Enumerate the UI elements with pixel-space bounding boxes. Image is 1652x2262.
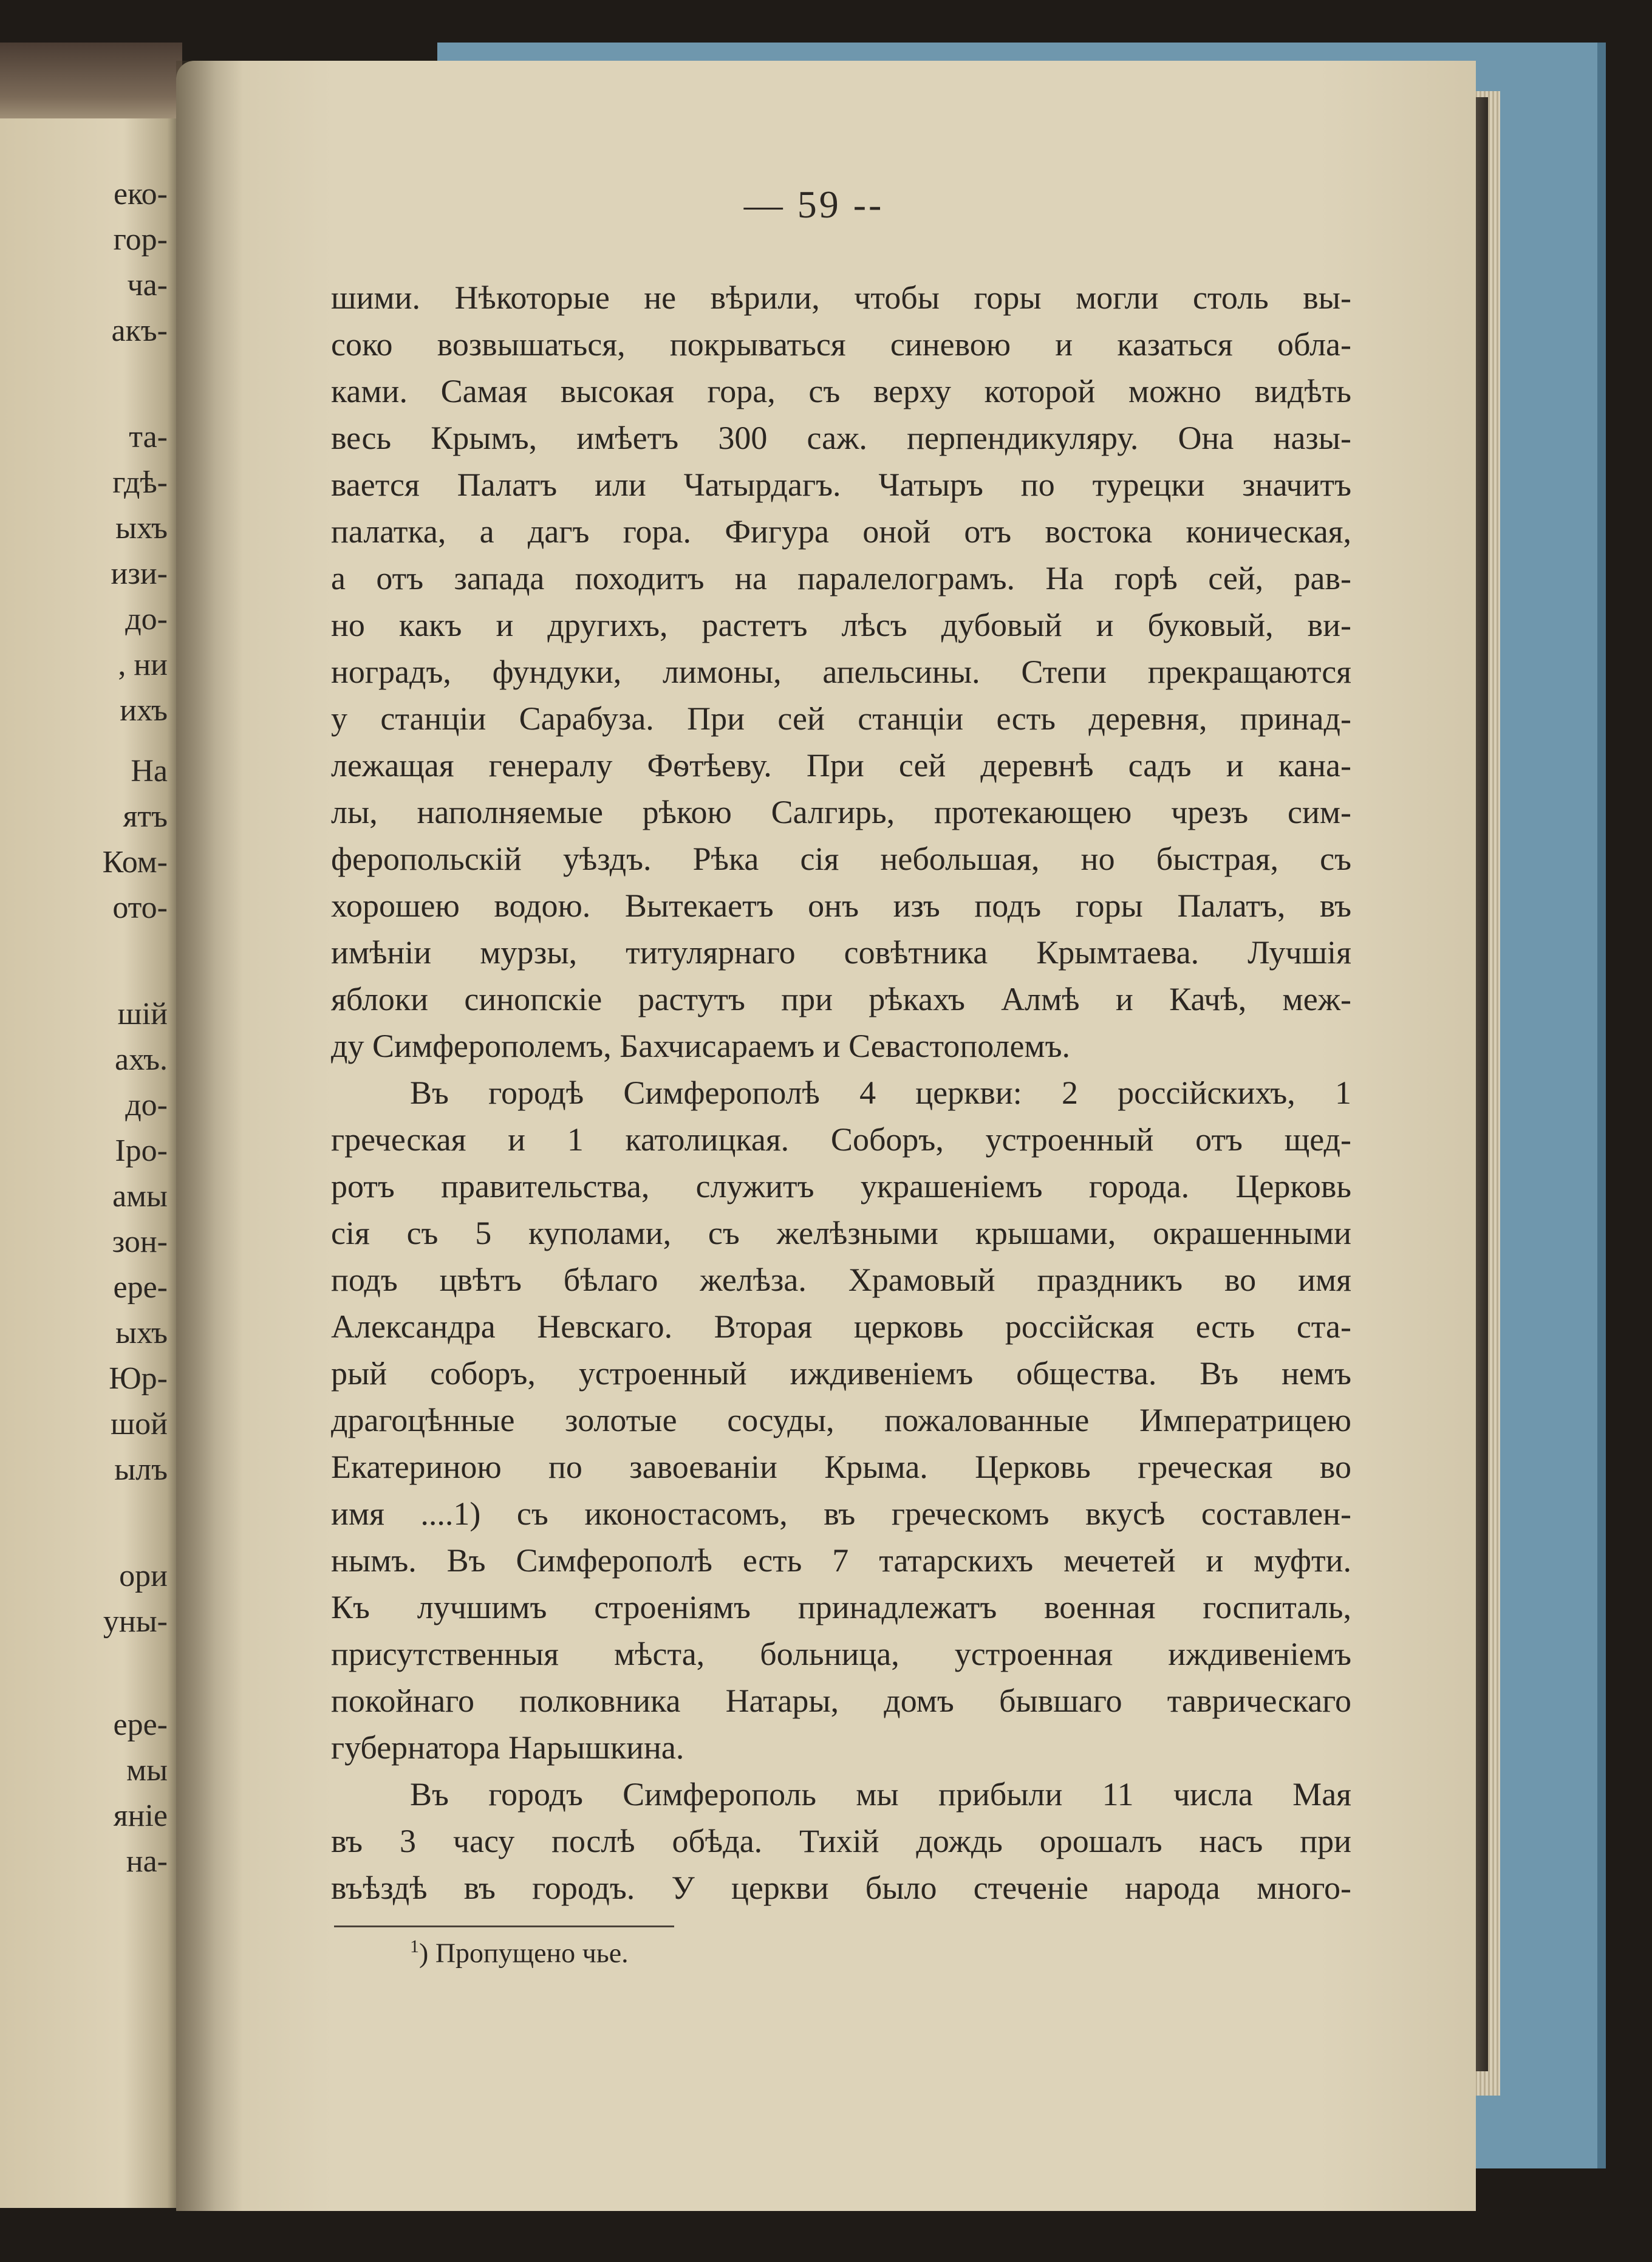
text-line: у станціи Сарабуза. При сей станціи есть деревня, принад- xyxy=(331,700,1351,737)
left-text-fragment: еко- xyxy=(113,177,168,211)
text-line: хорошею водою. Вытекаетъ онъ изъ подъ горы Палатъ, въ xyxy=(331,887,1351,924)
left-text-fragment: яніе xyxy=(113,1799,168,1833)
left-text-fragment: Ком- xyxy=(102,845,168,880)
text-line: вается Палатъ или Чатырдагъ. Чатыръ по турецки значитъ xyxy=(331,466,1351,503)
left-text-fragment: до- xyxy=(125,1088,168,1122)
text-line: рый соборъ, устроенный иждивеніемъ общества. Въ немъ xyxy=(331,1355,1351,1392)
text-line: весь Крымъ, имѣетъ 300 саж. перпендикуляру. Она назы- xyxy=(331,420,1351,456)
footnote-divider xyxy=(334,1925,674,1927)
left-text-fragment: , ни xyxy=(118,648,168,682)
left-text-fragment: На xyxy=(131,754,168,788)
footnote-marker: 1 xyxy=(410,1936,419,1956)
left-text-fragment: акъ- xyxy=(111,313,168,348)
text-line: губернатора Нарышкина. xyxy=(331,1729,684,1766)
left-text-fragment: ори xyxy=(119,1559,168,1593)
text-line: палатка, а дагъ гора. Фигура оной отъ востока коническая, xyxy=(331,513,1351,550)
text-line: драгоцѣнные золотые сосуды, пожалованные Императрицею xyxy=(331,1402,1351,1438)
text-line: яблоки синопскіе растутъ при рѣкахъ Алмѣ и Качѣ, меж- xyxy=(331,981,1351,1017)
left-text-fragment: шій xyxy=(117,997,168,1031)
left-text-fragment: Юр- xyxy=(109,1361,168,1396)
left-text-fragment: шой xyxy=(111,1407,168,1441)
text-line: но какъ и другихъ, растетъ лѣсъ дубовый и буковый, ви- xyxy=(331,607,1351,643)
left-text-fragment: ере- xyxy=(113,1270,168,1305)
text-line: ноградъ, фундуки, лимоны, апельсины. Степи прекращаются xyxy=(331,654,1351,690)
text-line: ду Симферополемъ, Бахчисараемъ и Севастополемъ. xyxy=(331,1028,1071,1064)
text-line: греческая и 1 католицкая. Соборъ, устроенный отъ щед- xyxy=(331,1121,1351,1158)
left-text-fragment: уны- xyxy=(103,1604,168,1639)
text-line: покойнаго полковника Натары, домъ бывшаго таврическаго xyxy=(331,1683,1351,1719)
left-text-fragment: ыхъ xyxy=(115,511,168,545)
left-text-fragment: до- xyxy=(125,602,168,637)
text-line: присутственныя мѣста, больница, устроенная иждивеніемъ xyxy=(331,1636,1351,1672)
text-line: соко возвышаться, покрываться синевою и казаться обла- xyxy=(331,326,1351,363)
text-line: ками. Самая высокая гора, съ верху которой можно видѣть xyxy=(331,373,1351,409)
left-text-fragment: ятъ xyxy=(123,799,168,834)
text-line: Къ лучшимъ строеніямъ принадлежатъ военная госпиталь, xyxy=(331,1589,1351,1625)
left-text-fragment: на- xyxy=(126,1844,168,1879)
text-line: Въ городъ Симферополь мы прибыли 11 числа Мая xyxy=(410,1776,1351,1813)
left-text-fragment: та- xyxy=(129,420,168,454)
text-line: имѣніи мурзы, титулярнаго совѣтника Крымтаева. Лучшія xyxy=(331,934,1351,971)
page-number: — 59 -- xyxy=(743,183,884,226)
gutter-shadow xyxy=(176,61,243,2211)
text-line: лежащая генералу Фѳтѣеву. При сей деревнѣ садъ и кана- xyxy=(331,747,1351,784)
text-line: лы, наполняемые рѣкою Салгирь, протекающею чрезъ сим- xyxy=(331,794,1351,830)
left-text-fragment: ыхъ xyxy=(115,1316,168,1350)
left-text-fragment: амы xyxy=(112,1179,168,1214)
left-text-fragment: зон- xyxy=(112,1225,168,1259)
text-line: въ 3 часу послѣ обѣда. Тихій дождь орошалъ насъ при xyxy=(331,1823,1351,1859)
left-text-fragment: Iро- xyxy=(115,1133,168,1168)
text-line: въѣздѣ въ городъ. У церкви было стеченіе народа много- xyxy=(331,1870,1351,1906)
text-line: сія съ 5 куполами, съ желѣзными крышами, окрашенными xyxy=(331,1215,1351,1251)
text-line: а отъ запада походитъ на паралелограмъ. На горѣ сей, рав- xyxy=(331,560,1351,596)
left-text-fragment: ихъ xyxy=(120,693,168,728)
text-line: подъ цвѣтъ бѣлаго желѣза. Храмовый праздникъ во имя xyxy=(331,1262,1351,1298)
left-text-fragment: мы xyxy=(126,1753,168,1788)
left-text-fragment: гор- xyxy=(113,222,168,257)
text-line: имя ....1) съ иконостасомъ, въ греческомъ вкусѣ составлен- xyxy=(331,1495,1351,1532)
left-text-fragment: ылъ xyxy=(114,1452,168,1487)
text-line: ротъ правительства, служитъ украшеніемъ города. Церковь xyxy=(331,1168,1351,1204)
text-line: феропольскій уѣздъ. Рѣка сія небольшая, но быстрая, съ xyxy=(331,841,1351,877)
left-text-fragment: ото- xyxy=(112,890,168,925)
left-text-fragment: ча- xyxy=(127,268,168,302)
text-line: Александра Невскаго. Вторая церковь россійская есть ста- xyxy=(331,1308,1351,1345)
footnote-text: ) Пропущено чье. xyxy=(419,1937,629,1969)
page-body-text xyxy=(331,275,1351,1912)
text-line: Въ городѣ Симферополѣ 4 церкви: 2 россійскихъ, 1 xyxy=(410,1075,1351,1111)
left-text-fragment: ере- xyxy=(113,1707,168,1742)
left-text-fragment: ахъ. xyxy=(115,1042,168,1077)
text-line: шими. Нѣкоторые не вѣрили, чтобы горы могли столь вы- xyxy=(331,279,1351,316)
text-line: Екатериною по завоеваніи Крыма. Церковь греческая во xyxy=(331,1449,1351,1485)
left-text-fragment: изи- xyxy=(111,556,168,591)
footnote xyxy=(410,1936,629,1969)
text-line: нымъ. Въ Симферополѣ есть 7 татарскихъ мечетей и муфти. xyxy=(331,1542,1351,1579)
left-page xyxy=(0,118,176,2208)
left-text-fragment: гдѣ- xyxy=(112,465,168,500)
